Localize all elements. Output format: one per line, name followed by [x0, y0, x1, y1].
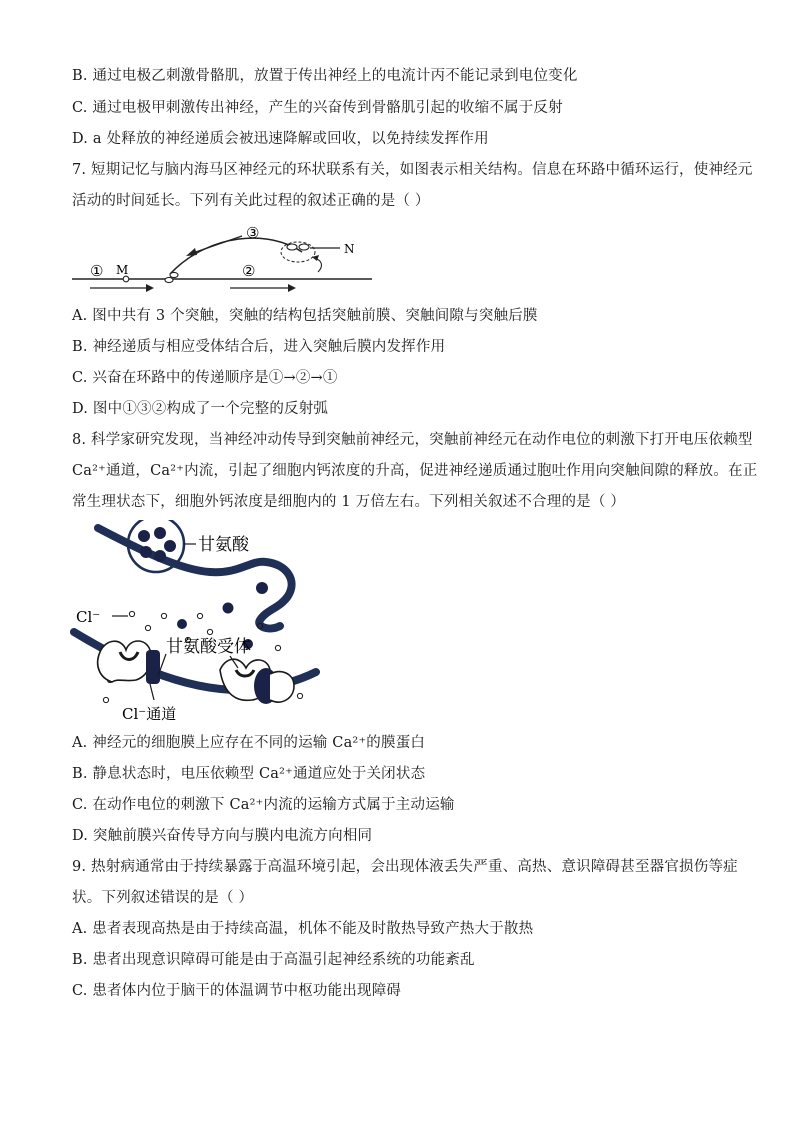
- q7-fig-label-1: ①: [90, 262, 104, 280]
- q8-stem-line-1: 8. 科学家研究发现，当神经冲动传导到突触前神经元，突触前神经元在动作电位的刺激下打开电压依赖型: [72, 432, 753, 448]
- q9-stem-line-1: 9. 热射病通常由于持续暴露于高温环境引起，会出现体液丢失严重、高热、意识障碍甚至器官损伤等症: [72, 859, 738, 875]
- q9-stem-line-2: 状。下列叙述错误的是（ ）: [72, 890, 254, 906]
- q7-stem-line-2: 活动的时间延长。下列有关此过程的叙述正确的是（ ）: [72, 193, 430, 209]
- q6-option-c: C. 通过电极甲刺激传出神经，产生的兴奋传到骨骼肌引起的收缩不属于反射: [72, 100, 563, 116]
- q9-option-a: A. 患者表现高热是由于持续高温，机体不能及时散热导致产热大于散热: [72, 921, 534, 937]
- q8-option-c: C. 在动作电位的刺激下 Ca²⁺内流的运输方式属于主动运输: [72, 797, 455, 813]
- q7-option-a: A. 图中共有 3 个突触，突触的结构包括突触前膜、突触间隙与突触后膜: [72, 308, 538, 324]
- q7-stem-line-1: 7. 短期记忆与脑内海马区神经元的环状联系有关，如图表示相关结构。信息在环路中循环运行，使神经元: [72, 162, 753, 178]
- q7-fig-label-n: N: [344, 242, 355, 256]
- q8-fig-label-cl-ion: Cl⁻: [76, 608, 101, 626]
- q8-fig-label-channel: Cl⁻通道: [122, 705, 177, 723]
- q7-neural-loop-figure: [70, 222, 390, 294]
- q6-option-d: D. a 处释放的神经递质会被迅速降解或回收，以免持续发挥作用: [72, 131, 489, 147]
- q9-option-c: C. 患者体内位于脑干的体温调节中枢功能出现障碍: [72, 983, 402, 999]
- q8-option-d: D. 突触前膜兴奋传导方向与膜内电流方向相同: [72, 828, 373, 844]
- q8-option-a: A. 神经元的细胞膜上应存在不同的运输 Ca²⁺的膜蛋白: [72, 735, 426, 751]
- q8-stem-line-3: 常生理状态下，细胞外钙浓度是细胞内的 1 万倍左右。下列相关叙述不合理的是（ ）: [72, 494, 626, 510]
- q8-option-b: B. 静息状态时，电压依赖型 Ca²⁺通道应处于关闭状态: [72, 766, 426, 782]
- q7-option-b: B. 神经递质与相应受体结合后，进入突触后膜内发挥作用: [72, 339, 446, 355]
- q7-fig-label-3: ③: [246, 224, 260, 242]
- q8-stem-line-2: Ca²⁺通道，Ca²⁺内流，引起了细胞内钙浓度的升高，促进神经递质通过胞吐作用向突触间隙的释放。在正: [72, 463, 758, 479]
- q9-option-b: B. 患者出现意识障碍可能是由于高温引起神经系统的功能紊乱: [72, 952, 475, 968]
- q8-fig-label-receptor: 甘氨酸受体: [166, 637, 251, 657]
- q8-fig-label-glycine: 甘氨酸: [198, 535, 249, 555]
- q7-fig-label-m: M: [116, 263, 129, 277]
- q7-option-c: C. 兴奋在环路中的传递顺序是①→②→①: [72, 370, 338, 386]
- q8-glycine-synapse-figure: [70, 520, 320, 725]
- q7-option-d: D. 图中①③②构成了一个完整的反射弧: [72, 401, 329, 417]
- q6-option-b: B. 通过电极乙刺激骨骼肌，放置于传出神经上的电流计丙不能记录到电位变化: [72, 68, 578, 84]
- q7-fig-label-2: ②: [242, 262, 256, 280]
